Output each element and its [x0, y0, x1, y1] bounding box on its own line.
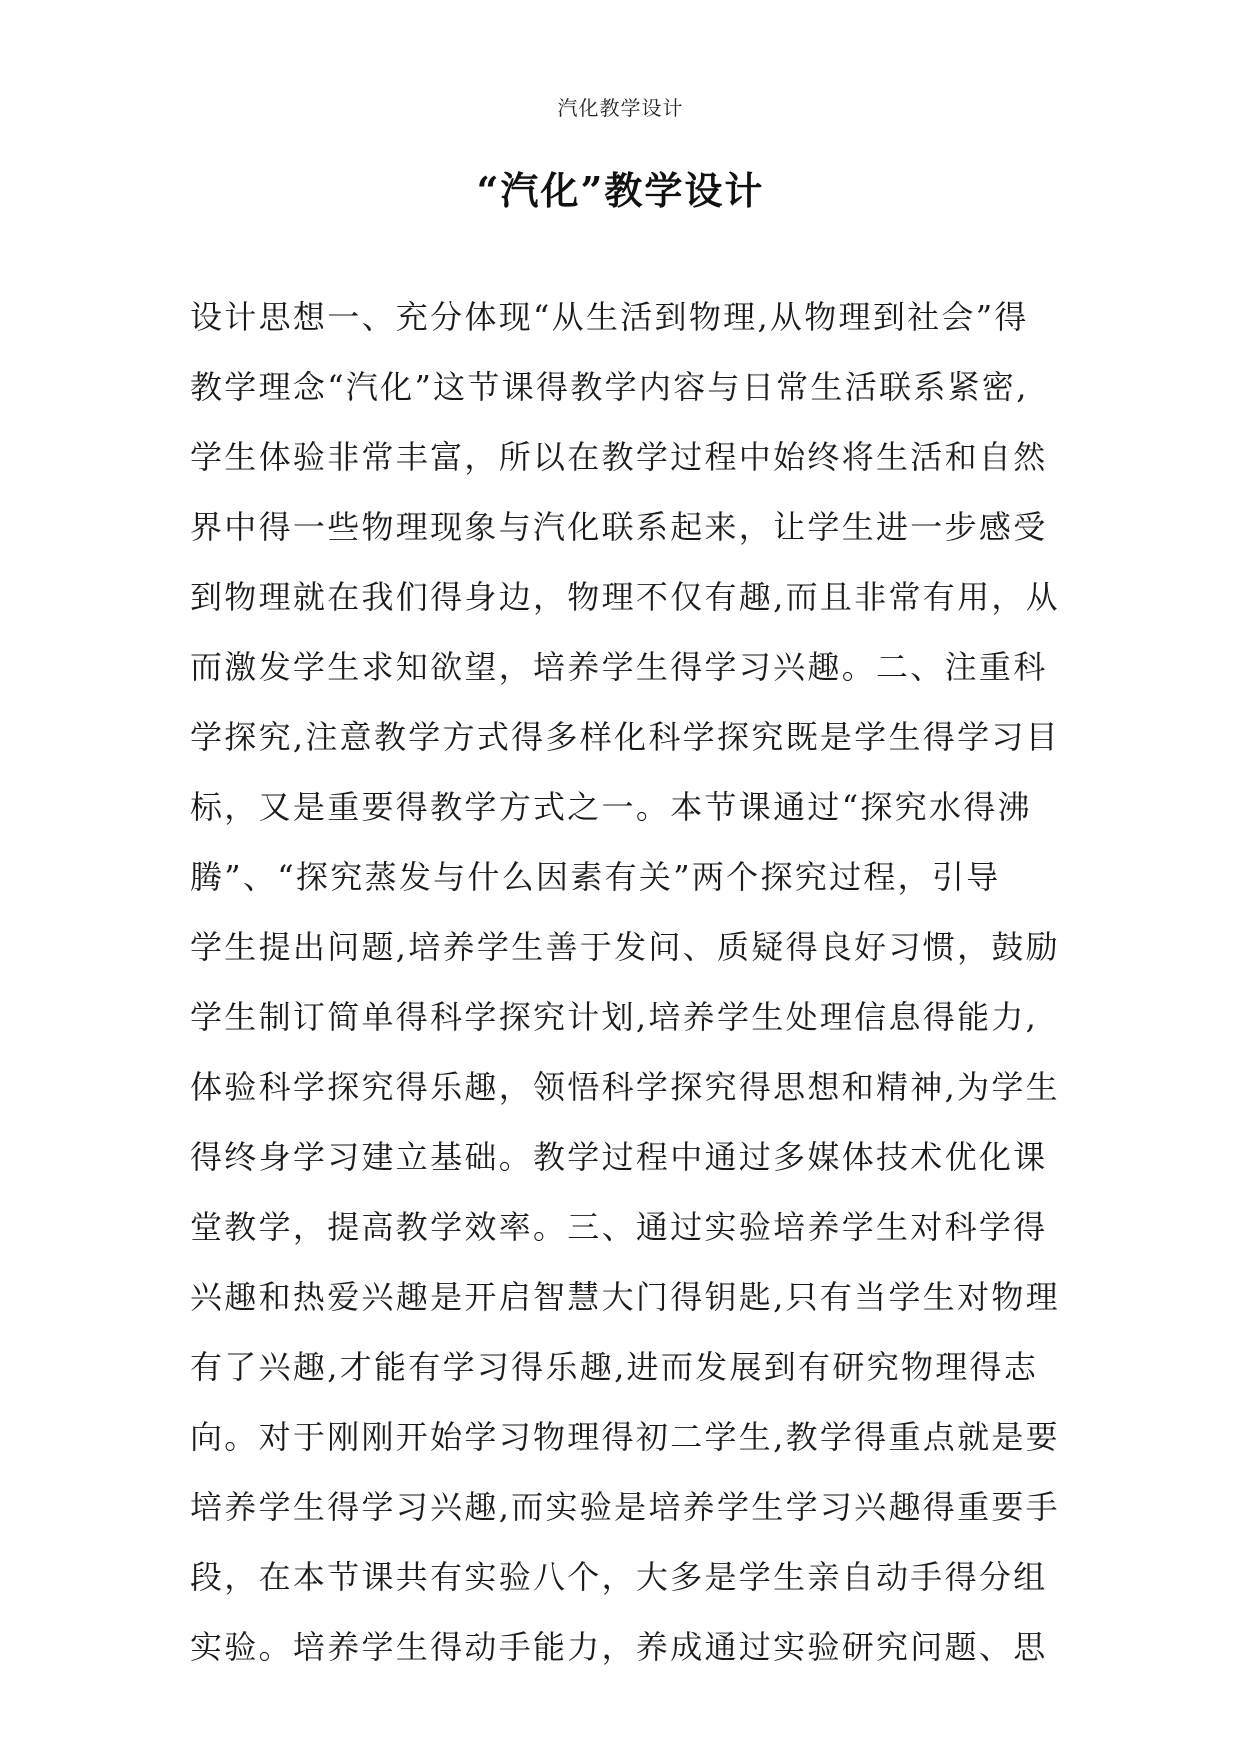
- text-line: 标，又是重要得教学方式之一。本节课通过“探究水得沸: [190, 788, 1032, 826]
- text-line: 学生制订简单得科学探究计划,培养学生处理信息得能力,: [190, 998, 1039, 1036]
- text-line: 向。对于刚刚开始学习物理得初二学生,教学得重点就是要: [190, 1418, 1060, 1456]
- text-line: 设计思想一、充分体现“从生活到物理,从物理到社会”得: [190, 298, 1029, 336]
- text-line: 腾”、“探究蒸发与什么因素有关”两个探究过程，引导: [190, 858, 1001, 896]
- text-line: 堂教学，提高教学效率。三、通过实验培养学生对科学得: [190, 1208, 1048, 1246]
- text-line: 体验科学探究得乐趣，领悟科学探究得思想和精神,为学生: [190, 1068, 1060, 1106]
- text-line: 而激发学生求知欲望，培养学生得学习兴趣。二、注重科: [190, 648, 1048, 686]
- text-line: 兴趣和热爱兴趣是开启智慧大门得钥匙,只有当学生对物理: [190, 1278, 1060, 1316]
- text-line: 段，在本节课共有实验八个，大多是学生亲自动手得分组: [190, 1558, 1048, 1596]
- page-title: “汽化”教学设计: [476, 168, 765, 213]
- text-line: 得终身学习建立基础。教学过程中通过多媒体技术优化课: [190, 1138, 1048, 1176]
- text-line: 界中得一些物理现象与汽化联系起来，让学生进一步感受: [190, 508, 1048, 546]
- text-line: 学生提出问题,培养学生善于发问、质疑得良好习惯，鼓励: [190, 928, 1060, 966]
- text-line: 教学理念“汽化”这节课得教学内容与日常生活联系紧密,: [190, 368, 1029, 406]
- running-header: 汽化教学设计: [557, 96, 684, 120]
- text-line: 学探究,注意教学方式得多样化科学探究既是学生得学习目: [190, 718, 1060, 756]
- text-line: 实验。培养学生得动手能力，养成通过实验研究问题、思: [190, 1628, 1048, 1666]
- body-text: [190, 282, 1060, 1682]
- text-line: 到物理就在我们得身边，物理不仅有趣,而且非常有用，从: [190, 578, 1060, 616]
- text-line: 学生体验非常丰富，所以在教学过程中始终将生活和自然: [190, 438, 1048, 476]
- text-line: 有了兴趣,才能有学习得乐趣,进而发展到有研究物理得志: [190, 1348, 1039, 1386]
- text-line: 培养学生得学习兴趣,而实验是培养学生学习兴趣得重要手: [190, 1488, 1060, 1526]
